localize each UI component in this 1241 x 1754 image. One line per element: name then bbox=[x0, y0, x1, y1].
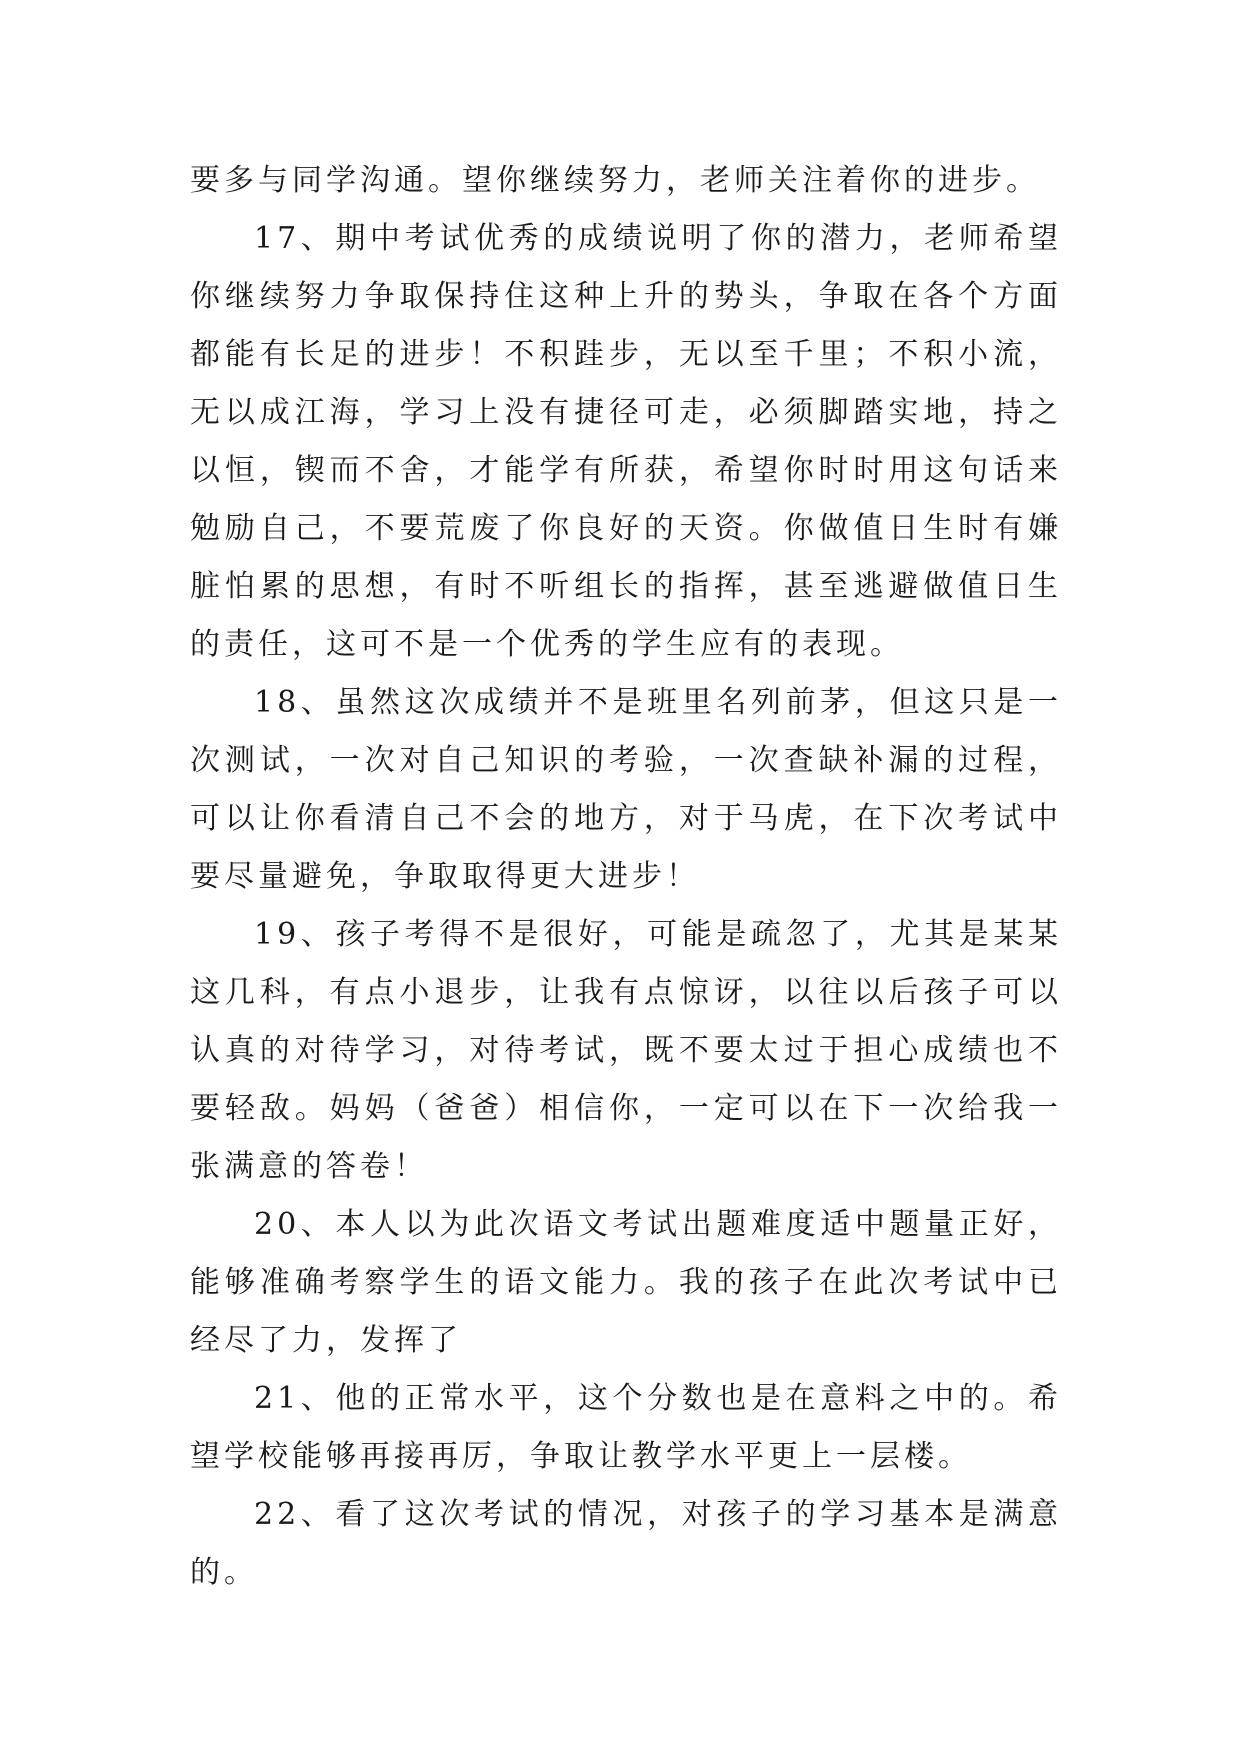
paragraph-item-20: 20、本人以为此次语文考试出题难度适中题量正好，能够准确考察学生的语文能力。我的孩子在此次考试中已经尽了力，发挥了 bbox=[190, 1207, 1062, 1358]
paragraph-item-22: 22、看了这次考试的情况，对孩子的学习基本是满意的。 bbox=[190, 1497, 1062, 1590]
document-body bbox=[190, 152, 1062, 1602]
paragraph-item-19: 19、孩子考得不是很好，可能是疏忽了，尤其是某某这几科，有点小退步，让我有点惊讶，以往以后孩子可以认真的对待学习，对待考试，既不要太过于担心成绩也不要轻敌。妈妈（爸爸）相信你，一定可以在下一次给我一张满意的答卷！ bbox=[190, 917, 1062, 1184]
paragraph-item-18: 18、虽然这次成绩并不是班里名列前茅，但这只是一次测试，一次对自己知识的考验，一次查缺补漏的过程，可以让你看清自己不会的地方，对于马虎，在下次考试中要尽量避免，争取取得更大进步！ bbox=[190, 685, 1062, 894]
paragraph-continuation: 要多与同学沟通。望你继续努力，老师关注着你的进步。 bbox=[190, 163, 1040, 198]
paragraph-item-17: 17、期中考试优秀的成绩说明了你的潜力，老师希望你继续努力争取保持住这种上升的势头，争取在各个方面都能有长足的进步！不积跬步，无以至千里；不积小流，无以成江海，学习上没有捷径可走，必须脚踏实地，持之以恒，锲而不舍，才能学有所获，希望你时时用这句话来勉励自己，不要荒废了你良好的天资。你做值日生时有嫌脏怕累的思想，有时不听组长的指挥，甚至逃避做值日生的责任，这可不是一个优秀的学生应有的表现。 bbox=[190, 221, 1062, 662]
paragraph-item-21: 21、他的正常水平，这个分数也是在意料之中的。希望学校能够再接再厉，争取让教学水平更上一层楼。 bbox=[190, 1381, 1062, 1474]
